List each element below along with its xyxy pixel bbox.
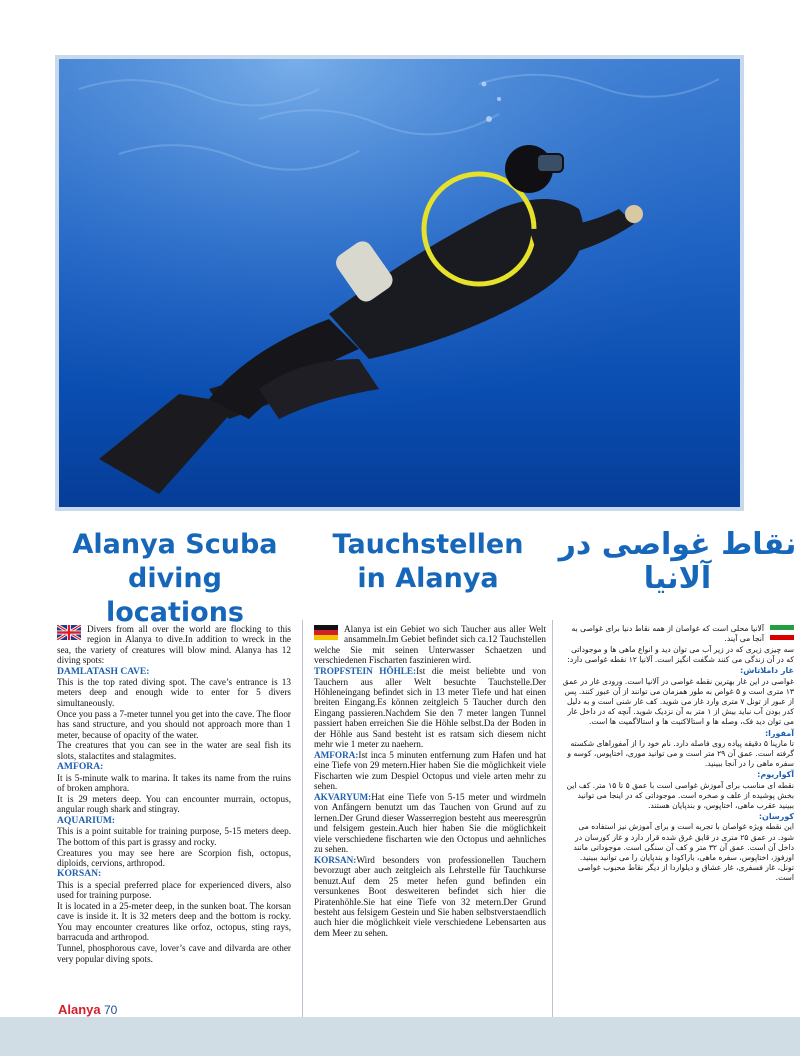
hero-photo-frame: [55, 55, 744, 511]
page-footer: [58, 1002, 117, 1017]
section-text: Ist die meist beliebte und von Tauchern aus aller Welt besuchte Tauchstelle.Der Höhleneingang befindet sich in 13 meter Tiefe und hat einen breiten Eingang.Es können zeitgleich 5 Taucher durch den Eingang passieren.Nachdem Sie den 7 meter langen Tunnel passiert haben erreichen Sie die Höhle selbst.Da der Boden in der Höhle aus Sand besteht ist es ratsam sich diesem nicht mehr wie 1 meter zu naehern.: [314, 666, 546, 749]
persian-column: [562, 624, 794, 884]
section-heading: آکواریوم:: [757, 770, 794, 780]
section-heading: KORSAN:: [314, 854, 357, 865]
section-text: Ist inca 5 minuten entfernung zum Hafen und hat eine Tiefe von 29 metern.Hier haben Sie die möglichkeit viele Fischarten wie zum Despiel Octopus und viele arten mehr zu sehen.: [314, 749, 546, 792]
section-heading: TROPFSTEIN HÖHLE:: [314, 666, 417, 677]
section-heading: آمفورا:: [764, 728, 794, 738]
section-paragraph: The creatures that you can see in the water are seal fish its slots, stalactites and stalagmites.: [57, 740, 291, 761]
section-paragraph: Once you pass a 7-meter tunnel you get into the cave. The floor has sand structure, and you should not approach more than 1 meter, because of opacity of the water.: [57, 708, 291, 740]
english-intro: Divers from all over the world are flocking to this region in Alanya to dive.In addition to wreck in the sea, the variety of creatures will blow mind. Alanya has 12 diving spots:: [57, 624, 291, 666]
iran-flag-icon: [770, 625, 794, 640]
section-text: غواصی در این غار بهترین نقطه غواصی در آلانیا است. ورودی غار در عمق ۱۳ متری است و ۵ غواص به طور همزمان می توانند از آن عبور کنند. پس از عبور از تونل ۷ متری وارد غار می شوید. کف غار شنی است و به دلیل کدر بودن آب نباید بیش از ۱ متر به آن نزدیک شوید. آنچه که در داخل غار می توان دید فک، وصله ها و استالاکتیت ها و استالاگمیت ها است.: [562, 676, 794, 727]
section-heading: DAMLATASH CAVE:: [57, 665, 150, 677]
section-text: تا مارینا ۵ دقیقه پیاده روی فاصله دارد. نام خود را از آمفوراهای شکسته گرفته است. عمق آن ۲۹ متر است و می توانید موری، اختاپوس، کوسه و سفره ماهی را در آنجا ببینید.: [567, 738, 794, 769]
footer-band: [0, 1017, 800, 1056]
uk-flag-icon: [57, 625, 81, 640]
persian-title: نقاط غواصی در آلانیا: [558, 527, 797, 596]
column-divider: [552, 620, 553, 1022]
section-paragraph: Tunnel, phosphorous cave, lover’s cave and dilvarda are other very popular diving spots.: [57, 943, 291, 964]
persian-intro: آلانیا محلی است که غواصان از همه نقاط دنیا برای غواصی به آنجا می آیند.: [571, 624, 764, 644]
section-text: این نقطه ویژه غواصان با تجربه است و برای آموزش نیز استفاده می شود. در عمق ۲۵ متری در قایق غرق شده قرار دارد و غار کورسان در داخل آن است. عمق آن ۳۲ متر و کف آن سنگی است. موجوداتی مانند اورفوز، اختاپوس، سفره ماهی، باراکودا و بندپایان را می توانید ببینید. تونل، غار فسفری، غار عشاق و دیلواردا از دیگر نقاط محبوب غواصی است.: [573, 822, 794, 883]
column-divider: [302, 620, 303, 1022]
section-paragraph: This is a special preferred place for experienced divers, also used for training purpose.: [57, 879, 291, 901]
section-heading: AKVARYUM:: [314, 792, 372, 802]
section-paragraph: It is 29 meters deep. You can encounter murrain, octopus, angular rough shark and stingray.: [57, 794, 291, 815]
section-heading: کورسان:: [758, 812, 794, 822]
section-heading: غار داملاتاش:: [740, 666, 794, 676]
german-column: [314, 624, 546, 939]
magazine-logo: Alanya: [58, 1002, 101, 1017]
germany-flag-icon: [314, 625, 338, 640]
persian-intro-2: سه چیزی زیری که در زیر آب می توان دید و انواع ماهی ها و موجوداتی که در آن زندگی می کنند شگفت انگیز است. آلانیا ۱۲ نقطه غواصی دارد:: [567, 644, 794, 665]
page-number: 70: [103, 1003, 118, 1017]
section-heading: AMFORA:: [57, 761, 104, 773]
section-paragraph: This is a point suitable for training purpose, 5-15 meters deep. The bottom of this part is grassy and rocky.: [57, 826, 291, 847]
german-intro: Alanya ist ein Gebiet wo sich Taucher aus aller Welt ansammeln.Im Gebiet befindet sich ca.12 Tauchstellen welche Sie mit seinen Unterwasser Schaetzen und verschiedenen Fischarten faszinieren wird.: [314, 624, 546, 666]
scuba-diver-photo: [59, 59, 740, 507]
section-paragraph: It is 5-minute walk to marina. It takes its name from the ruins of broken amphora.: [57, 772, 291, 794]
section-paragraph: This is the top rated diving spot. The cave’s entrance is 13 meters deep and enough wide to enter for 5 divers simultaneously.: [57, 677, 291, 708]
english-column: [57, 624, 291, 965]
section-paragraph: Creatures you may see here are Scorpion fish, octopus, diploids, cervions, arthropod.: [57, 847, 291, 868]
diver-illustration: [59, 59, 740, 507]
section-heading: AQUARIUM:: [57, 814, 116, 826]
section-heading: KORSAN:: [57, 868, 102, 880]
section-text: Wird besonders von professionellen Tauchern bevorzugt aber auch zeitgleich als Lehrstelle für Tauchkurse benuzt.Auf dem 25 meter hefen gund befinden ein versunkenes Boot desweiteren befindet sich hier die PiratenhöhIe.Sie hat eine Tiefe von 32 metern.Der Grund besteht aus felsigem Gestein und Sie haben selbstverstaendlich auch hier die möglichkeit viele verschiedene Lebensarten aus dem Meer zu sehen.: [314, 854, 546, 938]
section-paragraph: It is located in a 25-meter deep, in the sunken boat. The korsan cave is inside it. It is 32 meters deep and the bottom is rocky. You may encounter creatures like orfoz, octopus, sting rays, barracuda and arthropod.: [57, 901, 291, 943]
section-heading: AMFORA:: [314, 749, 359, 760]
english-title: Alanya Scuba diving locations: [72, 529, 278, 628]
german-title: Tauchstellen in Alanya: [332, 529, 524, 594]
section-text: نقطه ای مناسب برای آموزش غواصی است با عمق ۵ تا ۱۵ متر. کف این بخش پوشیده از علف و صخره است. موجوداتی که در اینجا می توانید ببینید عقرب ماهی، اختاپوس، و بندپایان هستند.: [566, 780, 794, 810]
section-text: Hat eine Tiefe von 5-15 meter und wirdmeln von Anfängern benutzt um das Tauchen von Grund auf zu lernen.Der Grund dieser Wasserregion besteht aus meeresgrün und felsigem gestein.Auch hier haben Sie die möglichkeit viele verschiedene fischarten wie den Octopus und aehnliches zu sehen.: [314, 792, 546, 855]
